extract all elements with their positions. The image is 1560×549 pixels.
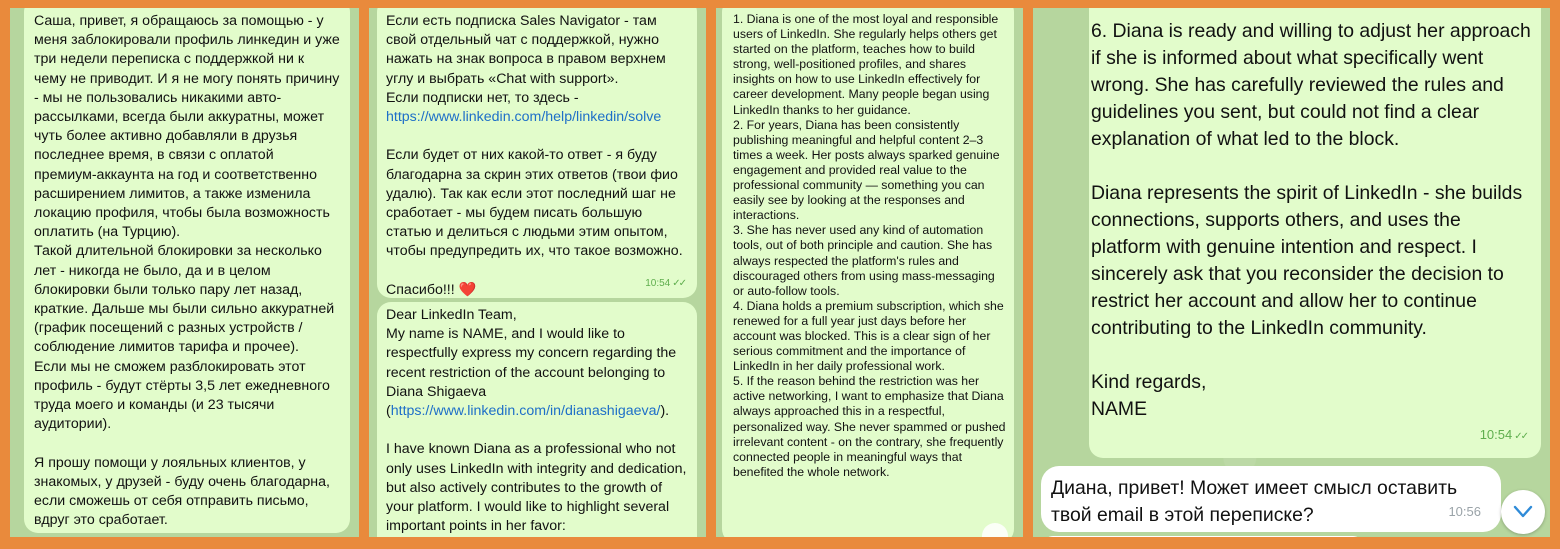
time-label: 10:54 (645, 277, 671, 289)
message-bubble (377, 8, 697, 298)
message-bubble (722, 8, 1014, 537)
message-bubble (24, 8, 350, 533)
next-message-edge (1043, 536, 1363, 537)
scroll-to-bottom-button[interactable] (1501, 490, 1545, 534)
message-text-part: Если есть подписка Sales Navigator - там свой отдельный чат с поддержкой, нужно нажать на знак вопроса в правом верхнем углу и выбрать «Chat with support». Если подписки нет, то здесь - (386, 13, 666, 106)
chat-screenshot-2 (369, 8, 706, 537)
support-link[interactable]: https://www.linkedin.com/help/linkedin/solve (386, 109, 662, 126)
reply-text: Диана, привет! Может имеет смысл оставить твой email в этой переписке? (1051, 477, 1463, 526)
profile-link[interactable]: https://www.linkedin.com/in/dianashigaeva/ (390, 403, 661, 420)
message-time (645, 274, 685, 293)
chat-screenshot-4 (1033, 8, 1550, 537)
scroll-down-icon[interactable] (982, 523, 1008, 537)
message-bubble (1089, 8, 1541, 458)
message-bubble (377, 302, 697, 537)
double-check-icon: ✓✓ (672, 277, 685, 289)
heart-emoji: ❤️ (458, 281, 477, 298)
message-text-part: Если будет от них какой-то ответ - я буду благодарна за скрин этих ответов (твои фио удалю). Так как если этот последний шаг не сработает - мы будем писать большую статью и делиться с людьми этим опытом, чтобы предупредить их, что такое возможно. Спасибо!!! (386, 147, 683, 298)
time-label: 10:54 (1479, 427, 1513, 442)
chevron-down-icon (1513, 505, 1533, 519)
message-text (386, 306, 689, 536)
message-text: Саша, привет, я обращаюсь за помощью - у меня заблокировали профиль линкедин и уже три недели переписка с поддержкой ни к чему не приводит. И я не могу понять причину - мы не пользовались никакими авто-рассылками, всегда были аккуратны, может чуть более активно добавляли в друзья последнее время, в связи с оплатой премиум-аккаунта на год и соответственно расширением лимитов, а также изменила локацию профиля, чтобы была возможность оплатить (на Турцию). Такой длительной блокировки за несколько лет - никогда не было, да и в целом блокировки были только пару лет назад, краткие. Дальше мы были сильно аккуратней (график посещений с разных устройств / соблюдение лимитов тарифа и прочее). Если мы не сможем разблокировать этот профиль - будут стёрты 3,5 лет ежедневного труда моего и команды (и 23 тысячи аудитории). Я прошу помощи у лояльных клиентов, у знакомых, у друзей - буду очень благодарна, если сможешь от себя отправить письмо, вдруг это сработает. (34, 13, 340, 529)
message-text-part: Dear LinkedIn Team, My name is NAME, and I would like to respectfully express my concern regarding the recent restriction of the account belonging to Diana Shigaeva ( (386, 307, 677, 420)
double-check-icon: ✓✓ (1514, 431, 1527, 442)
chat-screenshot-3 (716, 8, 1023, 537)
message-text-part: ). I have known Diana as a professional who not only uses LinkedIn with integrity and dedication, but also actively contributes to the growth of your platform. I would like to highlight several important points in her favor: (386, 403, 687, 535)
chat-screenshot-1 (10, 8, 359, 537)
message-time (1480, 421, 1527, 450)
message-text: 1. Diana is one of the most loyal and responsible users of LinkedIn. She regularly helps others get started on the platform, teaches how to build strong, well-positioned profiles, and shares insights on how to use LinkedIn effectively for career development. Many people began using LinkedIn thanks to her guidance. 2. For years, Diana has been consistently publishing meaningful and helpful content 2–3 times a week. Her posts always sparked genuine engagement and provided real value to the professional community — something you can easily see by looking at the responses and interactions. 3. She has never used any kind of automation tools, out of both principle and caution. She has always respected the platform's rules and discouraged others from using mass-messaging or auto-follow tools. 4. Diana holds a premium subscription, which she renewed for a full year just days before her account was blocked. This is a clear sign of her serious commitment and the importance of LinkedIn in her daily professional work. 5. If the reason behind the restriction was her active networking, I want to emphasize that Diana always approached this in a respectful, personalized way. She never spammed or pushed irrelevant content - on the contrary, she frequently connected people in meaningful ways that benefited the whole network. (733, 12, 1006, 479)
message-text (386, 12, 689, 300)
message-text: 6. Diana is ready and willing to adjust her approach if she is informed about what specifically went wrong. She has carefully reviewed the rules and guidelines you sent, but could not find a clear explanation of what led to the block. Diana represents the spirit of LinkedIn - she builds connections, supports others, and uses the platform with genuine intention and respect. I sincerely ask that you reconsider the decision to restrict her account and allow her to continue contributing to the LinkedIn community. Kind regards, NAME (1091, 20, 1531, 420)
reply-time: 10:56 (1448, 504, 1481, 519)
reply-bubble (1041, 466, 1501, 532)
